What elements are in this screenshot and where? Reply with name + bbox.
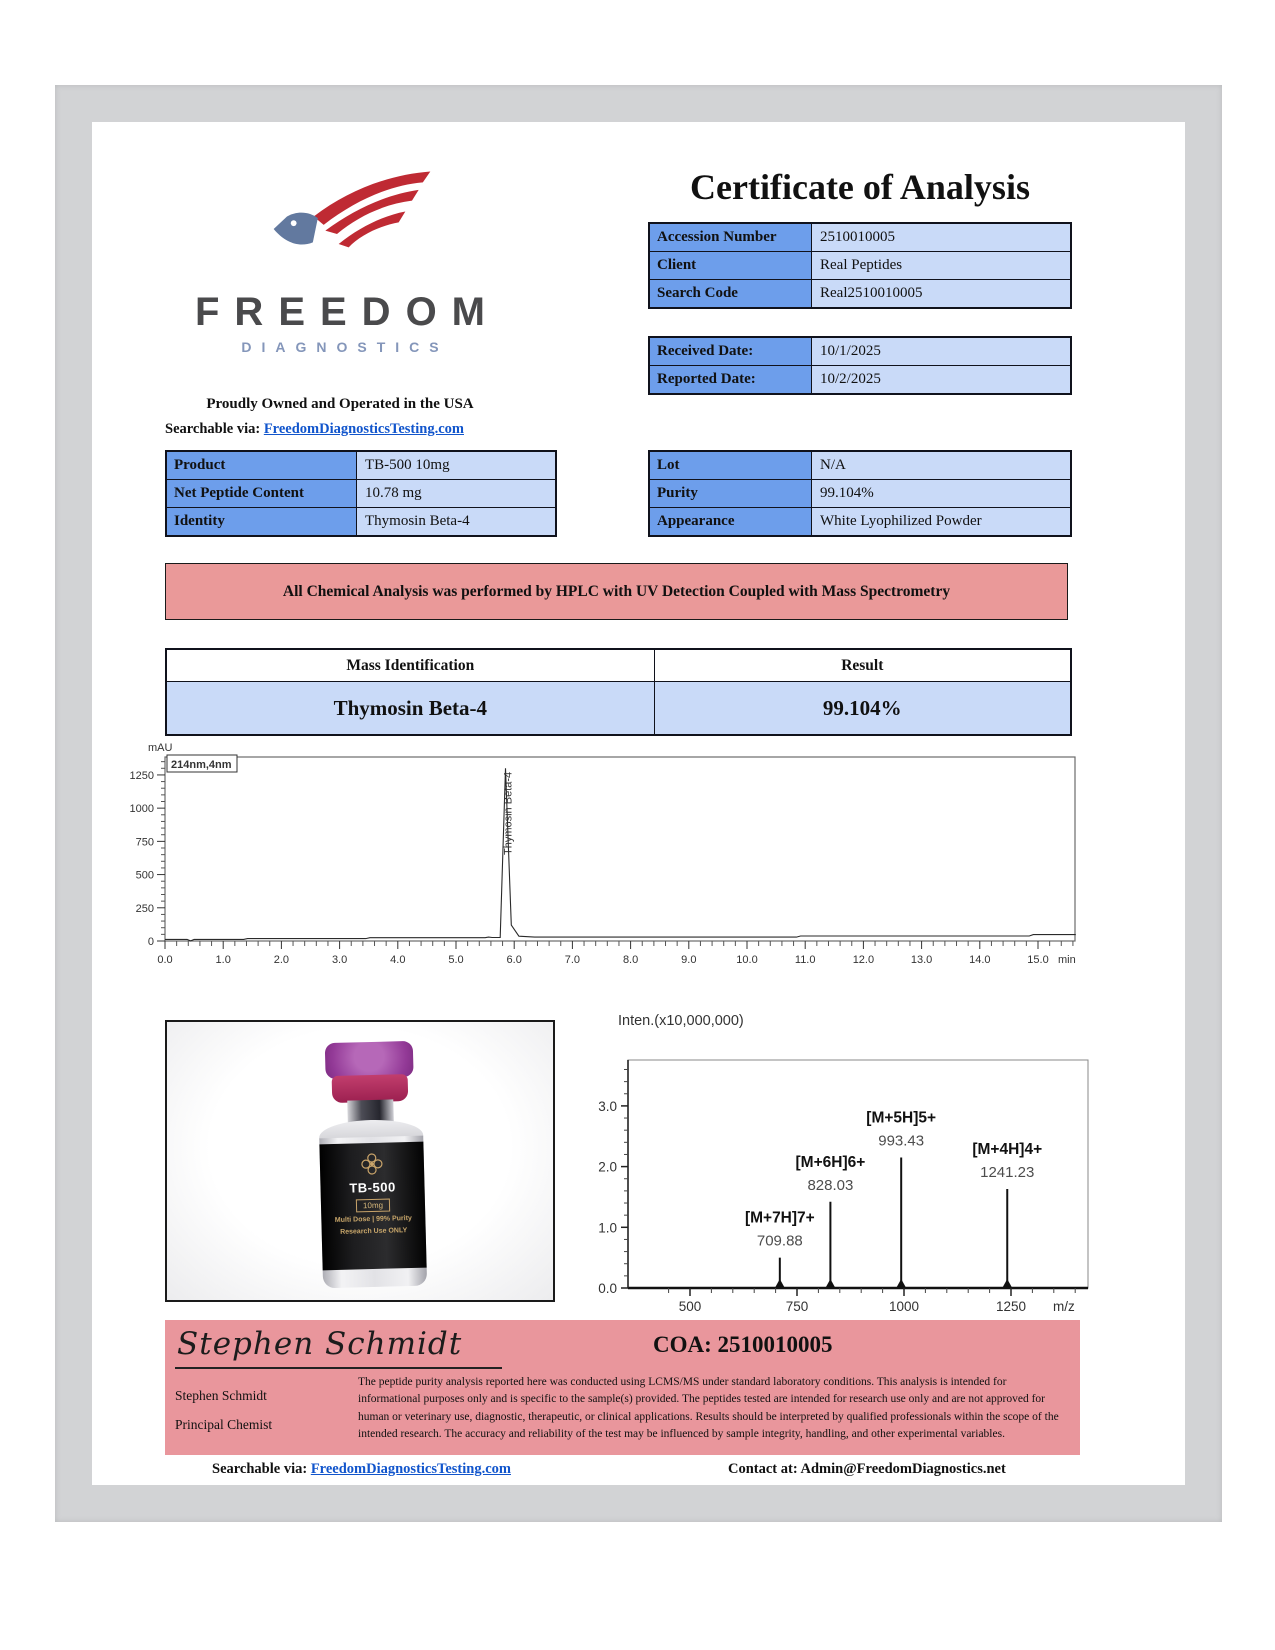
table-row: Product TB-500 10mg	[167, 452, 555, 480]
logo-sub-text: DIAGNOSTICS	[241, 339, 449, 355]
svg-text:750: 750	[785, 1299, 809, 1314]
svg-text:[M+7H]7+: [M+7H]7+	[744, 1209, 815, 1227]
svg-text:214nm,4nm: 214nm,4nm	[171, 759, 232, 771]
signer-name: Stephen Schmidt	[175, 1388, 267, 1403]
footer-searchable-label: Searchable via:	[212, 1461, 308, 1477]
svg-text:mAU: mAU	[148, 742, 173, 754]
signature-script: Stephen Schmidt	[175, 1326, 502, 1369]
tagline: Proudly Owned and Operated in the USA	[206, 396, 474, 412]
svg-text:750: 750	[135, 836, 154, 849]
svg-text:10.0: 10.0	[736, 954, 758, 966]
table-row: Appearance White Lyophilized Powder	[650, 508, 1070, 535]
svg-text:500: 500	[678, 1299, 702, 1314]
svg-text:8.0: 8.0	[622, 954, 639, 966]
svg-text:12.0: 12.0	[852, 954, 875, 966]
svg-text:2.0: 2.0	[273, 954, 290, 966]
table-row: Identity Thymosin Beta-4	[167, 508, 555, 535]
footer-searchable-link[interactable]: FreedomDiagnosticsTesting.com	[310, 1461, 511, 1477]
vial-label-line1: Multi Dose | 99% Purity	[334, 1214, 412, 1224]
table-row: Reported Date: 10/2/2025	[650, 366, 1070, 393]
disclaimer-text: The peptide purity analysis reported here was conducted using LCMS/MS under standard laboratory conditions. This analysis is intended for informational purposes only and is specific to the sample(s) provided. The peptides tested are intended for research use only and are not approved for human or veterinary use, diagnostic, therapeutic, or clinical applications. Results should be interpreted by qualified professionals within the scope of the intended research. The accuracy and reliability of the test may be influenced by sample integrity, handling, and other experimental variables.	[358, 1376, 1059, 1440]
searchable-label: Searchable via:	[165, 421, 261, 437]
svg-text:1250: 1250	[129, 769, 154, 782]
footer-searchable	[212, 1461, 511, 1478]
hplc-chromatogram-chart	[110, 742, 1085, 1020]
svg-text:[M+6H]6+: [M+6H]6+	[795, 1153, 866, 1171]
svg-text:250: 250	[135, 902, 154, 915]
svg-text:Inten.(x10,000,000): Inten.(x10,000,000)	[618, 1013, 744, 1029]
svg-text:4.0: 4.0	[390, 954, 406, 966]
svg-text:m/z: m/z	[1053, 1299, 1075, 1314]
table-row: Accession Number 2510010005	[650, 224, 1070, 252]
svg-text:14.0: 14.0	[969, 954, 991, 966]
svg-text:15.0: 15.0	[1027, 954, 1049, 966]
svg-text:5.0: 5.0	[448, 954, 464, 966]
svg-text:[M+4H]4+: [M+4H]4+	[972, 1141, 1043, 1159]
svg-text:2.0: 2.0	[598, 1159, 617, 1175]
signer-role: Principal Chemist	[175, 1417, 273, 1432]
vial-illustration	[309, 1040, 436, 1293]
molecule-icon	[358, 1150, 387, 1179]
table-header-row: Mass Identification Result	[167, 650, 1070, 682]
svg-text:0: 0	[147, 936, 154, 948]
svg-text:13.0: 13.0	[910, 954, 933, 966]
accession-table	[648, 222, 1072, 309]
svg-text:1.0: 1.0	[215, 954, 231, 966]
svg-text:1.0: 1.0	[598, 1220, 617, 1236]
vial-label-line2: Research Use ONLY	[340, 1227, 408, 1237]
method-banner: All Chemical Analysis was performed by HPLC with UV Detection Coupled with Mass Spectrometry	[165, 563, 1068, 620]
searchable-link[interactable]: FreedomDiagnosticsTesting.com	[263, 421, 464, 437]
svg-text:1000: 1000	[129, 803, 154, 816]
svg-text:Thymosin Beta-4: Thymosin Beta-4	[502, 771, 515, 855]
vial-flange	[332, 1074, 409, 1103]
vial-dose-badge: 10mg	[356, 1199, 390, 1213]
logo-brand-text: FREEDOM	[195, 290, 500, 334]
table-row: Received Date: 10/1/2025	[650, 338, 1070, 366]
dates-table	[648, 336, 1072, 395]
svg-text:828.03: 828.03	[807, 1176, 854, 1194]
svg-text:min: min	[1058, 954, 1076, 966]
table-row: Net Peptide Content 10.78 mg	[167, 480, 555, 508]
svg-text:500: 500	[135, 869, 154, 882]
table-row: Search Code Real2510010005	[650, 280, 1070, 307]
svg-text:1250: 1250	[995, 1299, 1027, 1314]
searchable-line	[165, 421, 464, 438]
svg-text:7.0: 7.0	[564, 954, 581, 966]
svg-text:[M+5H]5+: [M+5H]5+	[866, 1109, 937, 1127]
product-table	[165, 450, 557, 537]
svg-text:0.0: 0.0	[598, 1281, 617, 1296]
svg-text:1241.23: 1241.23	[980, 1164, 1035, 1182]
vial-label	[319, 1142, 426, 1271]
svg-text:9.0: 9.0	[681, 954, 697, 966]
vial-product-name: TB-500	[349, 1179, 396, 1196]
coa-number: COA: 2510010005	[653, 1332, 833, 1357]
table-row: Thymosin Beta-4 99.104%	[167, 682, 1070, 734]
mass-spectrum-chart	[575, 1008, 1090, 1318]
table-row: Purity 99.104%	[650, 480, 1070, 508]
svg-text:6.0: 6.0	[506, 954, 522, 966]
svg-text:0.0: 0.0	[157, 954, 173, 966]
signature-block	[165, 1320, 1080, 1455]
table-row: Lot N/A	[650, 452, 1070, 480]
svg-text:993.43: 993.43	[878, 1132, 925, 1150]
footer-contact: Contact at: Admin@FreedomDiagnostics.net	[728, 1461, 1006, 1477]
freedom-eagle-logo-icon	[262, 168, 437, 280]
svg-text:709.88: 709.88	[756, 1232, 803, 1250]
svg-text:11.0: 11.0	[794, 954, 816, 966]
page-title: Certificate of Analysis	[690, 167, 1030, 207]
table-row: Client Real Peptides	[650, 252, 1070, 280]
mass-identification-table	[165, 648, 1072, 736]
svg-text:3.0: 3.0	[598, 1098, 617, 1114]
svg-text:1000: 1000	[888, 1299, 920, 1314]
lot-table	[648, 450, 1072, 537]
svg-text:3.0: 3.0	[331, 954, 348, 966]
